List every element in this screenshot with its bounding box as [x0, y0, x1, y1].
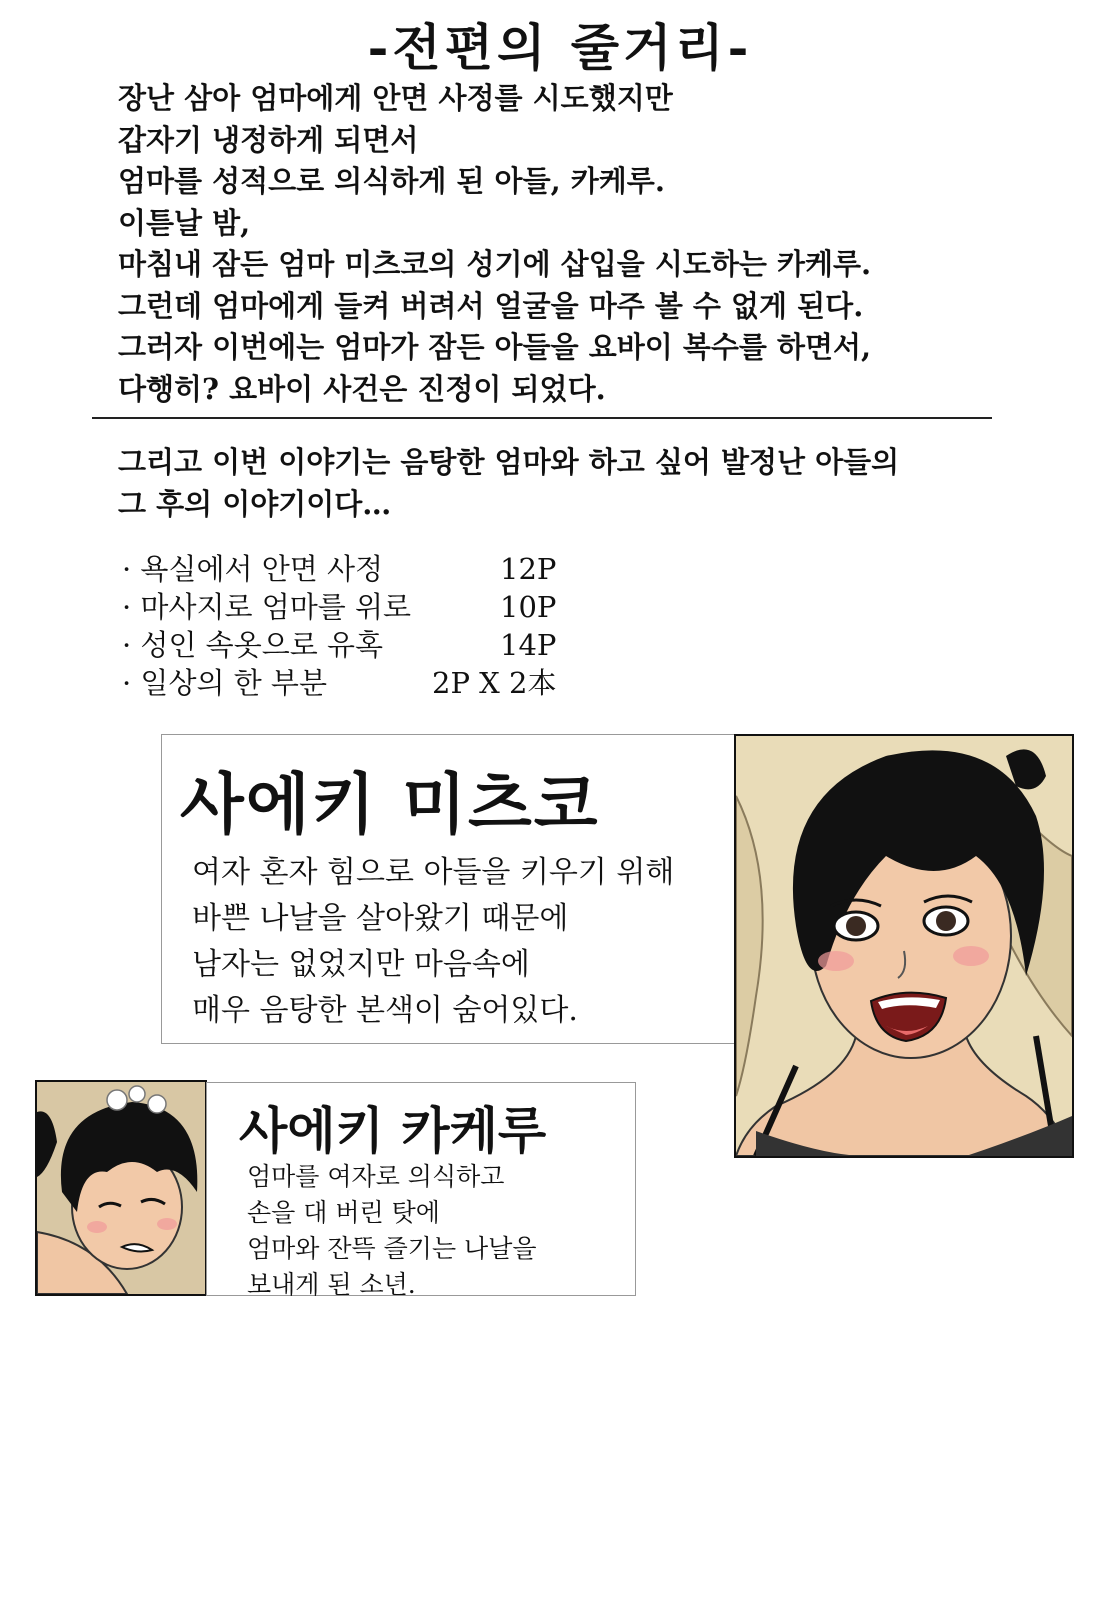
synopsis-line: 갑자기 냉정하게 되면서	[118, 122, 419, 157]
description-line: 바쁜 나날을 살아왔기 때문에	[192, 901, 569, 936]
description-line: 엄마와 잔뜩 즐기는 나날을	[247, 1234, 537, 1263]
page-title: -전편의 줄거리-	[367, 18, 753, 77]
description-line: 남자는 없었지만 마음속에	[192, 947, 530, 982]
kakeru-portrait-illustration	[37, 1082, 205, 1294]
mitsuko-portrait-illustration	[736, 736, 1072, 1156]
synopsis-text	[118, 78, 871, 410]
toc-item-title: · 마사지로 엄마를 위로	[122, 590, 411, 624]
synopsis-line: 그런데 엄마에게 들켜 버려서 얼굴을 마주 볼 수 없게 된다.	[118, 288, 864, 323]
character-name: 사에키 카케루	[239, 1101, 547, 1160]
character-description	[247, 1159, 537, 1303]
synopsis-line: 장난 삼아 엄마에게 안면 사정를 시도했지만	[118, 81, 673, 115]
intro-line: 그 후의 이야기이다…	[118, 486, 392, 521]
toc-item-title: · 욕실에서 안면 사정	[122, 552, 383, 586]
description-line: 엄마를 여자로 의식하고	[247, 1162, 505, 1191]
character-description	[192, 850, 674, 1034]
intro-line: 그리고 이번 이야기는 음탕한 엄마와 하고 싶어 발정난 아들의	[118, 445, 900, 479]
synopsis-line: 이튿날 밤,	[118, 205, 251, 240]
toc-item-pages: 12P	[500, 552, 557, 586]
kakeru-portrait	[35, 1080, 207, 1296]
character-card-kakeru	[206, 1082, 636, 1299]
synopsis-line: 엄마를 성적으로 의식하게 된 아들, 카케루.	[118, 164, 665, 198]
synopsis-line: 마침내 잠든 엄마 미츠코의 성기에 삽입을 시도하는 카케루.	[118, 247, 872, 281]
section-divider	[92, 417, 992, 419]
description-line: 여자 혼자 힘으로 아들을 키우기 위해	[192, 855, 675, 890]
character-name: 사에키 미츠코	[180, 765, 600, 843]
mitsuko-portrait	[734, 734, 1074, 1158]
toc-item-title: · 일상의 한 부분	[122, 666, 327, 700]
toc-item-pages: 14P	[500, 628, 557, 662]
toc-item-pages: 10P	[500, 590, 557, 624]
character-card-mitsuko	[161, 734, 735, 1044]
synopsis-line: 그러자 이번에는 엄마가 잠든 아들을 요바이 복수를 하면서,	[118, 330, 872, 364]
description-line: 보내게 된 소년.	[247, 1270, 416, 1299]
description-line: 매우 음탕한 본색이 숨어있다.	[192, 993, 578, 1028]
description-line: 손을 대 버린 탓에	[247, 1198, 440, 1227]
toc-item-title: · 성인 속옷으로 유혹	[122, 628, 383, 662]
synopsis-line: 다행히? 요바이 사건은 진정이 되었다.	[118, 371, 606, 406]
toc-item-pages: 2P X 2本	[432, 666, 557, 700]
intro-text	[118, 442, 899, 525]
